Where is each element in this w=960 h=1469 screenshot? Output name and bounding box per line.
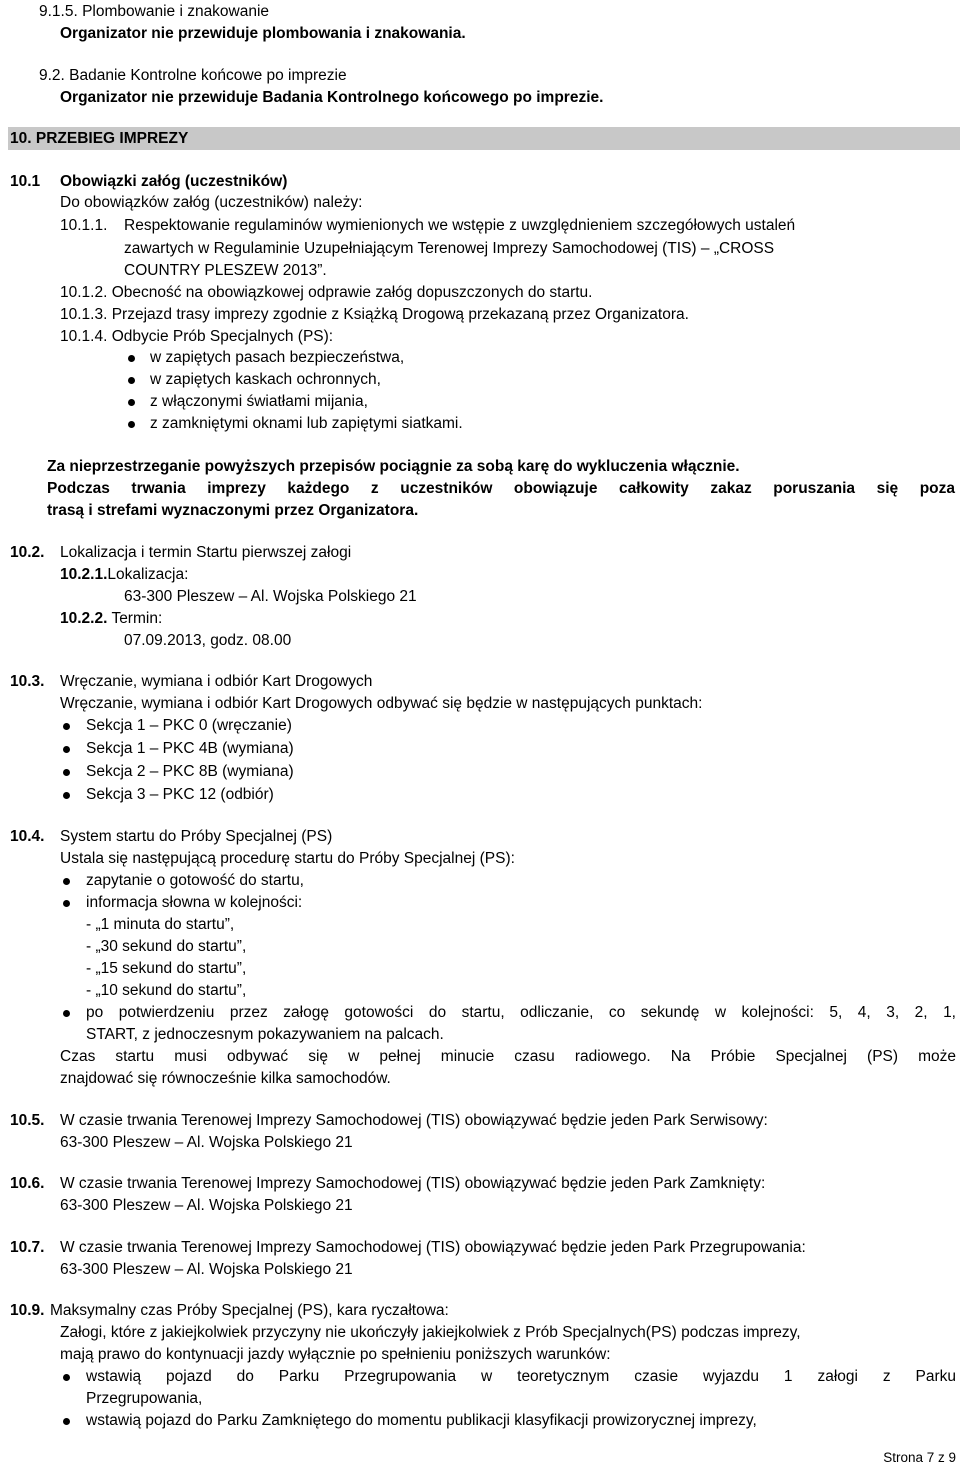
bullet-icon [128,377,135,384]
list-item: wstawią pojazd do Parku Przegrupowania w teoretycznym czasie wyjazdu 1 załogi z Parku [86,1368,956,1385]
section-body: Organizator nie przewiduje Badania Kontrolnego końcowego po imprezie. [60,89,604,106]
list-item: po potwierdzeniu przez załogę gotowości do startu, odliczanie, co sekundę w kolejności: 5, 4, 3, 2, 1, [86,1004,956,1021]
page-number: Strona 7 z 9 [883,1450,956,1465]
item-text: 10.1.3. Przejazd trasy imprezy zgodnie z Książką Drogową przekazaną przez Organizatora. [60,306,689,323]
warning-text: Za nieprzestrzeganie powyższych przepisów pociągnie za sobą karę do wykluczenia włącznie. [47,458,740,475]
paragraph: Ustala się następującą procedurę startu do Próby Specjalnej (PS): [60,850,515,867]
section-number: 10.3. [10,673,45,690]
section-title: W czasie trwania Terenowej Imprezy Samochodowej (TIS) obowiązywać będzie jeden Park Serwisowy: [60,1112,768,1129]
bullet-icon [128,355,135,362]
bullet-icon [63,1418,70,1425]
list-item: wstawią pojazd do Parku Zamkniętego do momentu publikacji klasyfikacji prowizorycznej imprezy, [86,1412,757,1429]
section-title: System startu do Próby Specjalnej (PS) [60,828,333,845]
item-text: COUNTRY PLESZEW 2013”. [124,262,327,279]
address: 63-300 Pleszew – Al. Wojska Polskiego 21 [60,1134,353,1151]
section-number: 10.1 [10,173,41,190]
address: 63-300 Pleszew – Al. Wojska Polskiego 21 [60,1261,353,1278]
list-item: w zapiętych kaskach ochronnych, [150,371,381,388]
list-item: z zamkniętymi oknami lub zapiętymi siatkami. [150,415,463,432]
paragraph: Załogi, które z jakiejkolwiek przyczyny nie ukończyły jakiejkolwiek z Prób Specjalnych(PS) podczas imprezy, [60,1324,801,1341]
section-title: W czasie trwania Terenowej Imprezy Samochodowej (TIS) obowiązywać będzie jeden Park Przegrupowania: [60,1239,806,1256]
list-item: Sekcja 2 – PKC 8B (wymiana) [86,763,294,780]
list-item: Sekcja 3 – PKC 12 (odbiór) [86,786,274,803]
section-number: 10.9. [10,1302,45,1319]
section-number: 10.7. [10,1239,45,1256]
section-title: W czasie trwania Terenowej Imprezy Samochodowej (TIS) obowiązywać będzie jeden Park Zamknięty: [60,1175,766,1192]
bullet-icon [63,1374,70,1381]
item-number: 10.1.1. [60,217,108,234]
field-row [60,607,162,630]
bullet-icon [63,792,70,799]
section-body: Organizator nie przewiduje plombowania i znakowania. [60,25,466,42]
list-item: zapytanie o gotowość do startu, [86,872,304,889]
section-number: 10.6. [10,1175,45,1192]
field-value: 63-300 Pleszew – Al. Wojska Polskiego 21 [124,588,417,605]
section-title: Lokalizacja i termin Startu pierwszej załogi [60,544,352,561]
field-row [60,563,188,586]
sub-item: - „15 sekund do startu”, [86,960,247,977]
bullet-icon [63,900,70,907]
address: 63-300 Pleszew – Al. Wojska Polskiego 21 [60,1197,353,1214]
list-item: w zapiętych pasach bezpieczeństwa, [150,349,405,366]
section-title: Obowiązki załóg (uczestników) [60,173,288,190]
chapter-heading: 10. PRZEBIEG IMPREZY [10,130,189,147]
bullet-icon [128,399,135,406]
section-title: Maksymalny czas Próby Specjalnej (PS), kara ryczałtowa: [50,1302,449,1319]
paragraph: Do obowiązków załóg (uczestników) należy: [60,194,363,211]
bullet-icon [63,723,70,730]
item-text: Respektowanie regulaminów wymienionych we wstępie z uwzględnieniem szczegółowych ustaleń [124,217,796,234]
section-heading: 9.1.5. Plombowanie i znakowanie [39,3,270,20]
field-label: Lokalizacja: [107,566,189,583]
bullet-icon [63,769,70,776]
section-title: Wręczanie, wymiana i odbiór Kart Drogowych [60,673,373,690]
bullet-icon [63,746,70,753]
paragraph: znajdować się równocześnie kilka samochodów. [60,1070,391,1087]
sub-item: - „30 sekund do startu”, [86,938,247,955]
list-item: informacja słowna w kolejności: [86,894,303,911]
paragraph: Czas startu musi odbywać się w pełnej minucie czasu radiowego. Na Próbie Specjalnej (PS) może [60,1048,956,1065]
section-heading: 9.2. Badanie Kontrolne końcowe po imprezie [39,67,347,84]
list-item: Sekcja 1 – PKC 4B (wymiana) [86,740,294,757]
field-label: Termin: [111,610,163,627]
list-item-continuation: Przegrupowania, [86,1390,203,1407]
paragraph: Wręczanie, wymiana i odbiór Kart Drogowych odbywać się będzie w następujących punktach: [60,695,703,712]
item-text: 10.1.4. Odbycie Prób Specjalnych (PS): [60,328,334,345]
field-value: 07.09.2013, godz. 08.00 [124,632,292,649]
section-number: 10.5. [10,1112,45,1129]
bullet-icon [63,1010,70,1017]
sub-item: - „10 sekund do startu”, [86,982,247,999]
section-number: 10.4. [10,828,45,845]
paragraph: mają prawo do kontynuacji jazdy wyłącznie po spełnieniu poniższych warunków: [60,1346,611,1363]
field-number: 10.2.1. [60,566,108,583]
bullet-icon [128,421,135,428]
list-item: z włączonymi światłami mijania, [150,393,368,410]
list-item: Sekcja 1 – PKC 0 (wręczanie) [86,717,292,734]
list-item-continuation: START, z jednoczesnym pokazywaniem na palcach. [86,1026,444,1043]
warning-text: Podczas trwania imprezy każdego z uczestników obowiązuje całkowity zakaz poruszania się poza [47,480,955,497]
bullet-icon [63,878,70,885]
item-text: 10.1.2. Obecność na obowiązkowej odprawie załóg dopuszczonych do startu. [60,284,593,301]
item-text: zawartych w Regulaminie Uzupełniającym Terenowej Imprezy Samochodowej (TIS) – „CROSS [124,240,775,257]
warning-text: trasą i strefami wyznaczonymi przez Organizatora. [47,502,419,519]
field-number: 10.2.2. [60,610,108,627]
sub-item: - „1 minuta do startu”, [86,916,235,933]
section-number: 10.2. [10,544,45,561]
